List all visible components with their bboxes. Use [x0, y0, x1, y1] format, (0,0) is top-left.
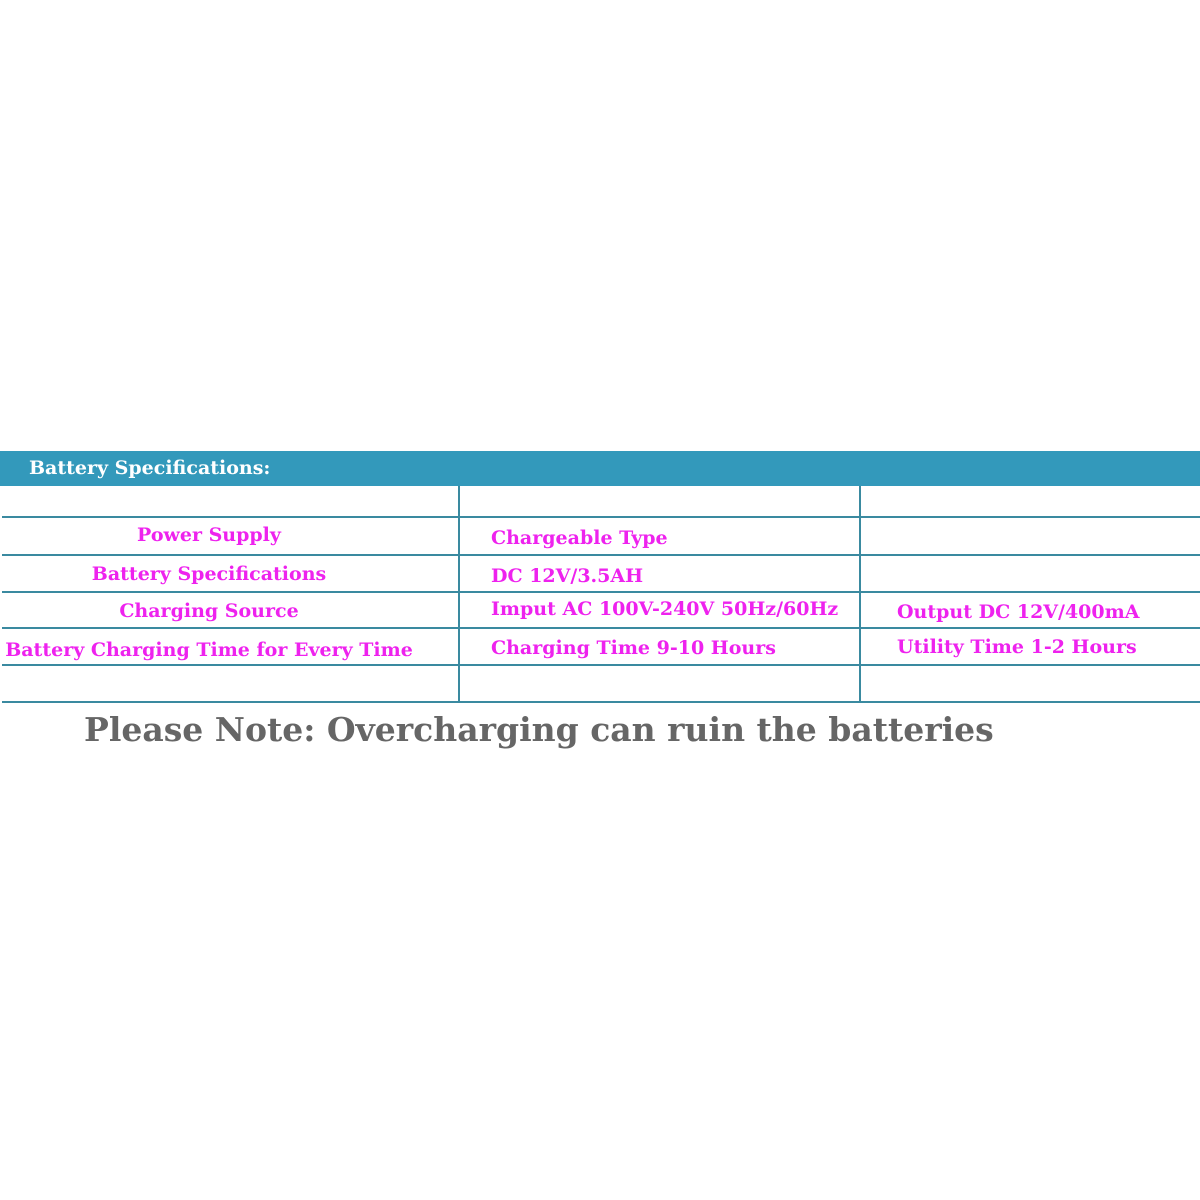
row-battery-spec-label: Battery Specifications — [91, 563, 327, 585]
row-charging-source-output: Output DC 12V/400mA — [897, 601, 1140, 623]
row-charging-time-label: Battery Charging Time for Every Time — [5, 639, 413, 661]
spec-header-bar — [0, 451, 1200, 486]
table-rule — [2, 627, 1200, 629]
row-utility-time-value: Utility Time 1-2 Hours — [897, 636, 1137, 658]
row-battery-spec-value: DC 12V/3.5AH — [491, 565, 644, 587]
table-rule — [2, 554, 1200, 556]
column-divider — [458, 486, 460, 701]
row-charging-source-label: Charging Source — [119, 600, 299, 622]
row-power-supply-label: Power Supply — [137, 524, 281, 546]
column-divider — [859, 486, 861, 701]
overcharge-note: Please Note: Overcharging can ruin the batteries — [84, 710, 994, 749]
table-rule — [2, 591, 1200, 593]
row-charging-source-input: Imput AC 100V-240V 50Hz/60Hz — [491, 598, 839, 620]
row-power-supply-value: Chargeable Type — [491, 527, 668, 549]
table-rule — [2, 701, 1200, 703]
spec-header-title: Battery Specifications: — [29, 457, 271, 479]
table-rule — [2, 516, 1200, 518]
row-charging-time-value: Charging Time 9-10 Hours — [491, 637, 776, 659]
table-rule — [2, 664, 1200, 666]
